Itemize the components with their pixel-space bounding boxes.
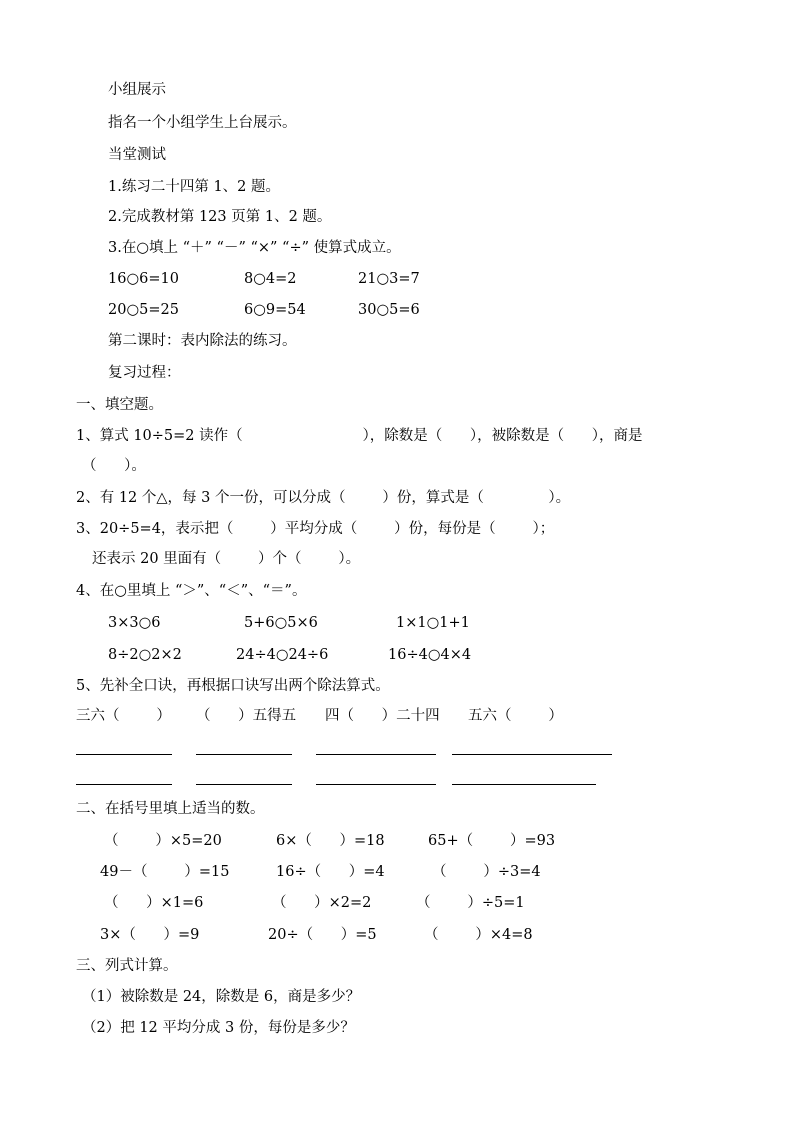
- answer-line: [316, 784, 436, 785]
- answer-line: [196, 784, 292, 785]
- question-1-line-2: （ ）。: [82, 458, 146, 474]
- answer-line: [452, 754, 612, 755]
- exercise: 6○9=54: [244, 302, 306, 318]
- fill-expression: （ ）÷5=1: [416, 895, 525, 911]
- mnemonic-blank: 三六（ ）: [76, 708, 171, 724]
- compare-expression: 16÷4○4×4: [388, 647, 472, 663]
- fill-expression: 6×（ ）=18: [276, 833, 385, 849]
- fill-expression: （ ）×5=20: [104, 833, 222, 849]
- group-show-description: 指名一个小组学生上台展示。: [108, 115, 297, 131]
- fill-expression: 16÷（ ）=4: [276, 864, 385, 880]
- compare-expression: 24÷4○24÷6: [236, 647, 329, 663]
- fill-expression: （ ）×2=2: [272, 895, 372, 911]
- exercise: 30○5=6: [358, 302, 420, 318]
- question-3-line-2: 还表示 20 里面有（ ）个（ ）。: [92, 551, 361, 567]
- question-4: 4、在○里填上 “＞”、“＜”、“＝”。: [76, 583, 307, 599]
- mnemonic-blank: 四（ ）二十四: [325, 708, 440, 724]
- test-item-3: 3.在○填上 “＋” “－” “×” “÷” 使算式成立。: [108, 240, 401, 256]
- question-5: 5、先补全口诀，再根据口诀写出两个除法算式。: [76, 678, 390, 694]
- fill-expression: （ ）÷3=4: [432, 864, 541, 880]
- fill-expression: （ ）×1=6: [104, 895, 204, 911]
- fill-expression: 20÷（ ）=5: [268, 927, 377, 943]
- compare-expression: 8÷2○2×2: [108, 647, 182, 663]
- answer-line: [196, 754, 292, 755]
- word-problem-2: （2）把 12 平均分成 3 份，每份是多少？: [82, 1020, 355, 1036]
- fill-expression: 3×（ ）=9: [100, 927, 200, 943]
- fill-expression: （ ）×4=8: [424, 927, 533, 943]
- fill-expression: 65+（ ）=93: [428, 833, 556, 849]
- answer-line: [316, 754, 436, 755]
- compare-expression: 1×1○1+1: [396, 615, 470, 631]
- question-3-line-1: 3、20÷5=4，表示把（ ）平均分成（ ）份，每份是（ ）；: [76, 521, 555, 537]
- exercise: 21○3=7: [358, 271, 420, 287]
- question-2: 2、有 12 个△，每 3 个一份，可以分成（ ）份，算式是（ ）。: [76, 490, 571, 506]
- fill-expression: 49－（ ）=15: [100, 864, 230, 880]
- test-item-1: 1.练习二十四第 1、2 题。: [108, 179, 281, 195]
- exercise: 16○6=10: [108, 271, 179, 287]
- mnemonic-blank: 五六（ ）: [468, 708, 563, 724]
- mnemonic-blank: （ ）五得五: [196, 708, 297, 724]
- word-problem-1: （1）被除数是 24，除数是 6，商是多少？: [82, 989, 361, 1005]
- heading-group-show: 小组展示: [108, 82, 166, 98]
- exercise: 8○4=2: [244, 271, 297, 287]
- section-1-title: 一、填空题。: [76, 397, 163, 413]
- lesson-2-title: 第二课时：表内除法的练习。: [108, 333, 297, 349]
- exercise: 20○5=25: [108, 302, 179, 318]
- compare-expression: 3×3○6: [108, 615, 161, 631]
- section-3-title: 三、列式计算。: [76, 958, 178, 974]
- question-1-line-1: 1、算式 10÷5=2 读作（ ），除数是（ ），被除数是（ ），商是: [76, 428, 643, 444]
- review-process-title: 复习过程：: [108, 365, 181, 381]
- section-2-title: 二、在括号里填上适当的数。: [76, 801, 265, 817]
- answer-line: [452, 784, 596, 785]
- answer-line: [76, 784, 172, 785]
- heading-class-test: 当堂测试: [108, 147, 166, 163]
- answer-line: [76, 754, 172, 755]
- test-item-2: 2.完成教材第 123 页第 1、2 题。: [108, 209, 332, 225]
- compare-expression: 5+6○5×6: [244, 615, 318, 631]
